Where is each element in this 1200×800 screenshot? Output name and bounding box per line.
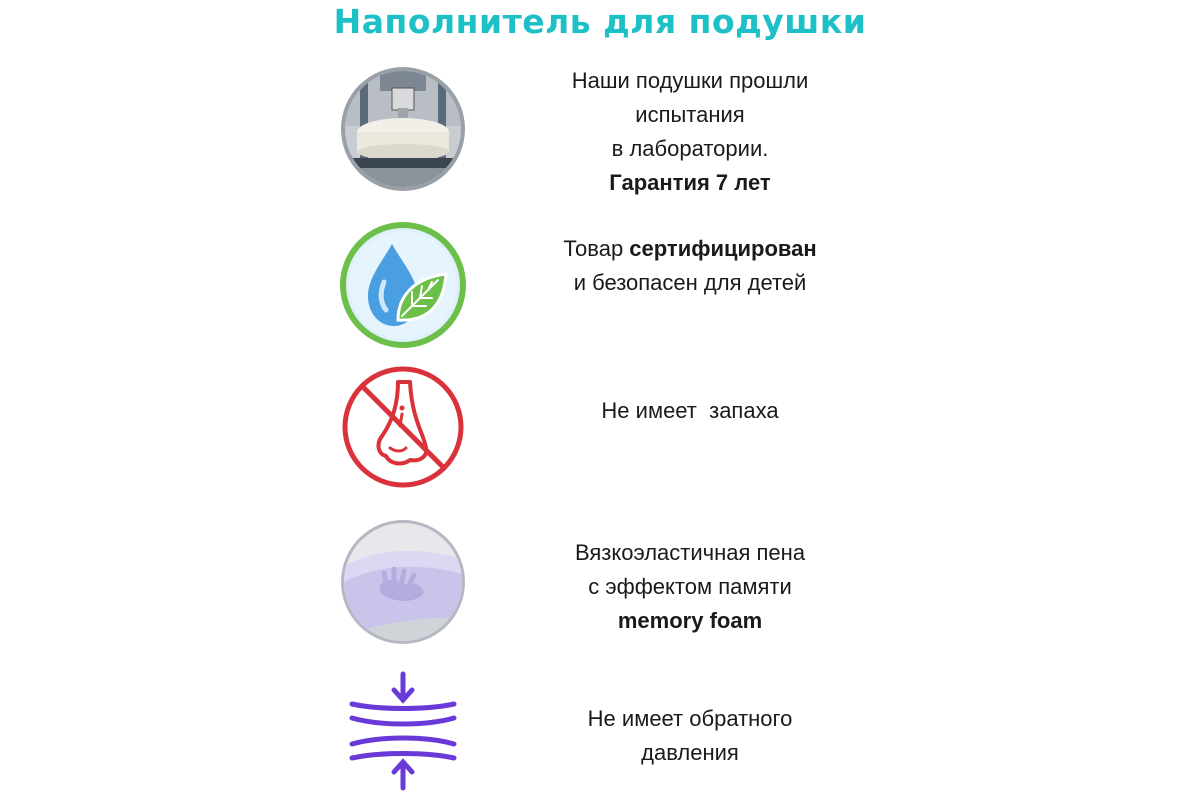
memory-foam-photo-icon (340, 519, 466, 645)
text-line: Наши подушки прошли (571, 68, 809, 93)
feature-no-smell-text (520, 394, 860, 428)
text-line: и безопасен для детей (573, 270, 807, 295)
text-normal: Товар (563, 236, 630, 261)
feature-no-pressure-text (520, 702, 860, 770)
feature-lab-test-text (520, 64, 860, 200)
lab-test-photo-icon (340, 66, 466, 192)
text-line: Не имеет обратного (587, 706, 793, 731)
guarantee-text: Гарантия 7 лет (609, 170, 771, 195)
text-line: с эффектом памяти (588, 574, 792, 599)
certified-text: сертифицирован (629, 236, 817, 261)
text-line: испытания (635, 102, 745, 127)
compression-arrows-icon (340, 668, 466, 794)
text-line: Не имеет запаха (601, 398, 779, 423)
feature-certified-text (520, 232, 860, 300)
text-line: в лаборатории. (611, 136, 769, 161)
text-line (520, 232, 860, 266)
text-line: давления (641, 740, 739, 765)
feature-memory-foam-text (520, 536, 860, 638)
text-line: Вязкоэластичная пена (574, 540, 806, 565)
water-leaf-certified-icon (340, 222, 466, 348)
page-title: Наполнитель для подушки (333, 2, 867, 41)
no-smell-icon (340, 364, 466, 490)
memory-foam-label: memory foam (617, 608, 763, 633)
